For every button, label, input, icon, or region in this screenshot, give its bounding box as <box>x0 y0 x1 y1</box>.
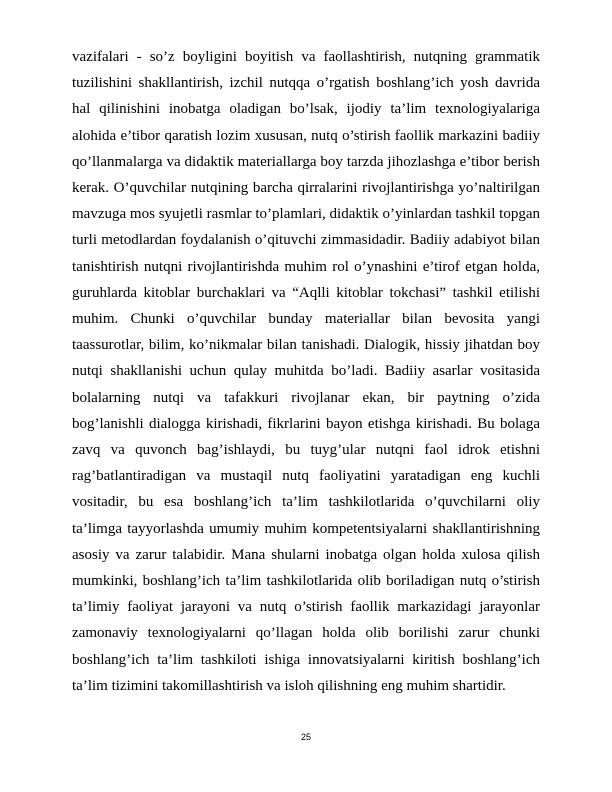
page-number: 25 <box>300 732 311 742</box>
body-paragraph: vazifalari - so’z boyligini boyitish va faollashtirish, nutqning grammatik tuzilishini shakllantirish, izchil nutqqa o’rgatish boshlang’ich yosh davrida hal qilinishini inobatga oladigan bo’lsak, ijodiy ta’lim texnologiyalariga alohida e’tibor qaratish lozim xususan, nutq o’stirish faollik markazini badiiy qo’llanmalarga va didaktik materiallarga boy tarzda jihozlashga e’tibor berish kerak. O’quvchilar nutqining barcha qirralarini rivojlantirishga yo’naltirilgan mavzuga mos syujetli rasmlar to’plamlari, didaktik o’yinlardan tashkil topgan turli metodlardan foydalanish o’qituvchi zimmasidadir. Badiiy adabiyot bilan tanishtirish nutqni rivojlantirishda muhim rol o’ynashini e’tirof etgan holda, guruhlarda kitoblar burchaklari va “Aqlli kitoblar tokchasi” tashkil etilishi muhim. Chunki o’quvchilar bunday materiallar bilan bevosita yangi taassurotlar, bilim, ko’nikmalar bilan tanishadi. Dialogik, hissiy jihatdan boy nutqi shakllanishi uchun qulay muhitda bo’ladi. Badiiy asarlar vositasida bolalarning nutqi va tafakkuri rivojlanar ekan, bir paytning o’zida bog’lanishli dialogga kirishadi, fikrlarini bayon etishga kirishadi. Bu bolaga zavq va quvonch bag’ishlaydi, bu tuyg’ular nutqni faol idrok etishni rag’batlantiradigan va mustaqil nutq faoliyatini yaratadigan eng kuchli vositadir, bu esa boshlang’ich ta’lim tashkilotlarida o’quvchilarni oliy ta’limga tayyorlashda umumiy muhim kompetentsiyalarni shakllantirishning asosiy va zarur talabidir. Mana shularni inobatga olgan holda xulosa qilish mumkinki, boshlang’ich ta’lim tashkilotlarida olib boriladigan nutq o’stirish ta’limiy faoliyat jarayoni va nutq o’stirish faollik markazidagi jarayonlar zamonaviy texnologiyalarni qo’llagan holda olib borilishi zarur chunki boshlang’ich ta’lim tashkiloti ishiga innovatsiyalarni kiritish boshlang’ich ta’lim tizimini takomillashtirish va isloh qilishning eng muhim shartidir. <box>72 49 540 694</box>
